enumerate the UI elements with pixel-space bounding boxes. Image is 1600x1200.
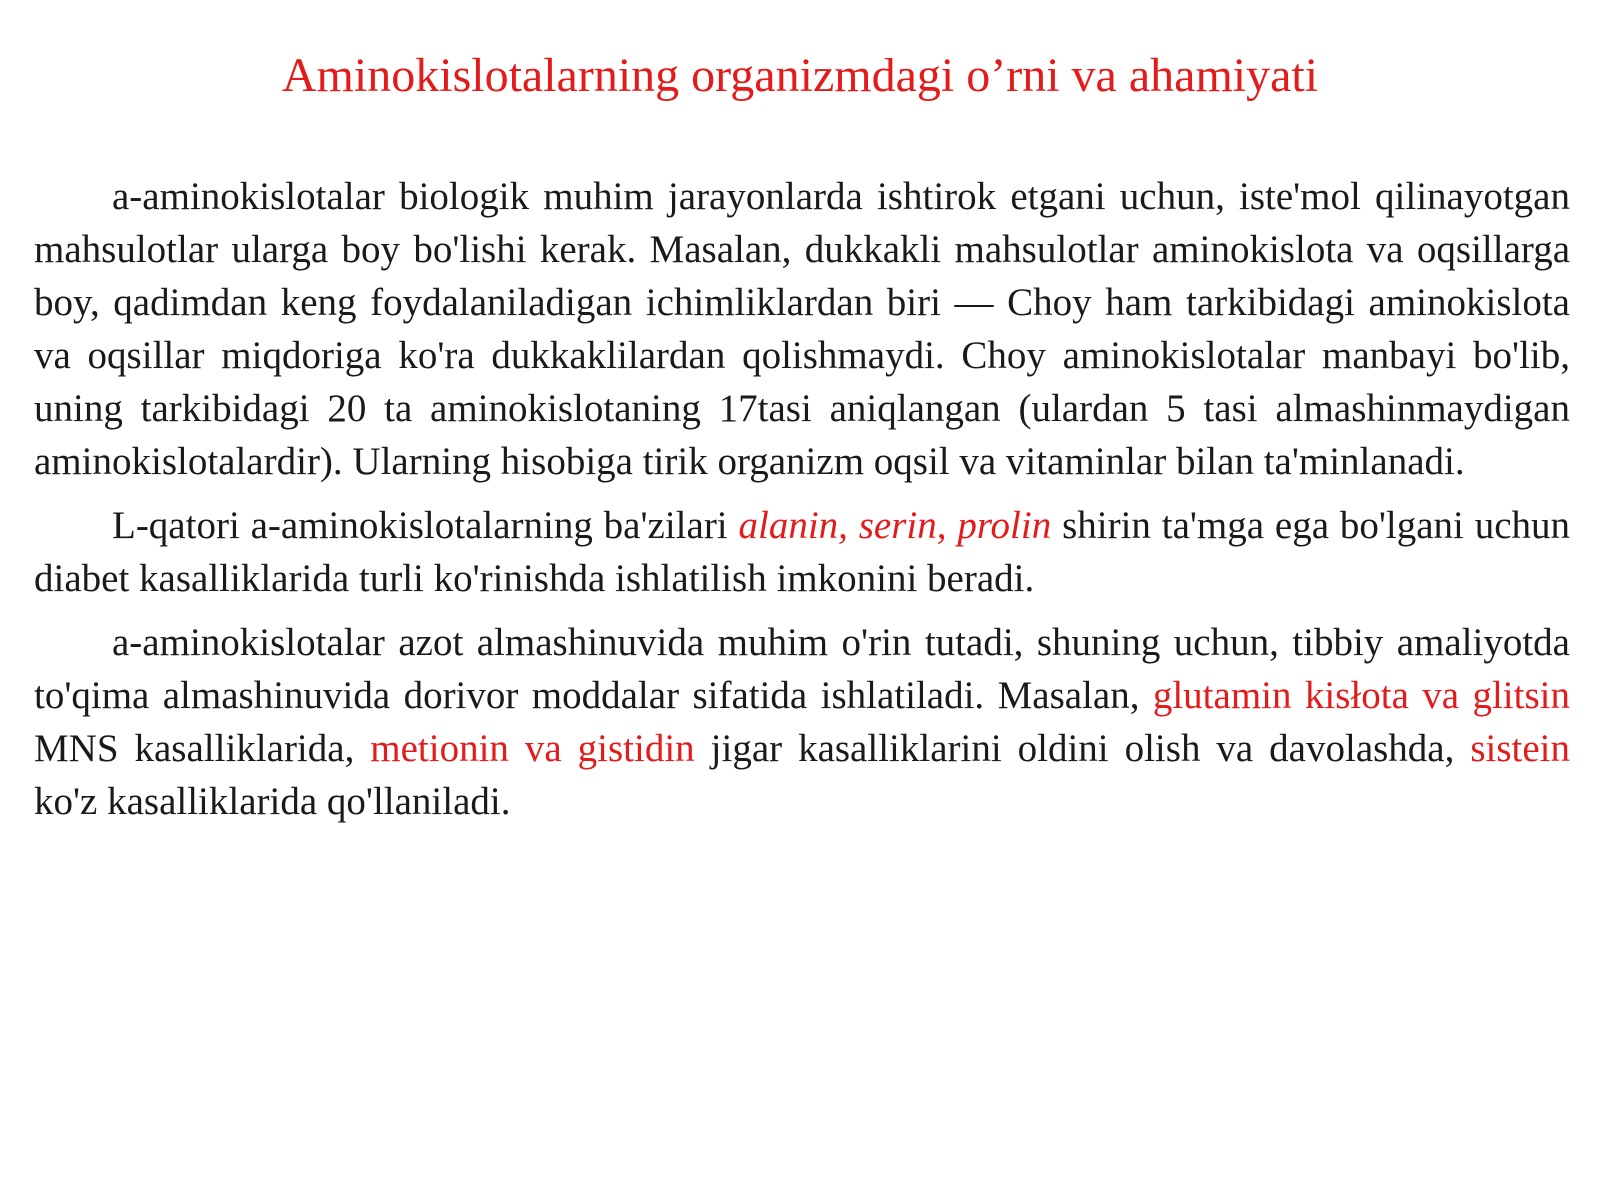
paragraph-text: shirin ta'mga ega bo'lgani uchun diabet kasalliklarida turli ko'rinishda ishlatilish imkonini beradi.: [34, 504, 1570, 600]
slide-body: [34, 170, 1570, 828]
highlighted-term: sistein: [1470, 727, 1570, 770]
highlighted-term: glutamin kisłota va glitsin: [1152, 674, 1570, 717]
paragraph-text: L-qatori a-aminokislotalarning ba'zilari: [112, 504, 739, 547]
paragraph-text: jigar kasalliklarini oldini olish va davolashda,: [694, 727, 1471, 770]
paragraph-text: MNS kasalliklarida,: [34, 727, 371, 770]
paragraph-1: [34, 170, 1570, 488]
paragraph-text: ko'z kasalliklarida qo'llaniladi.: [34, 780, 511, 823]
paragraph-2: [34, 499, 1570, 605]
highlighted-term: alanin, serin, prolin: [738, 504, 1052, 547]
slide-title: Aminokislotalarning organizmdagi o’rni va ahamiyati: [281, 49, 1319, 102]
paragraph-text: a-aminokislotalar azot almashinuvida muhim o'rin tutadi, shuning uchun, tibbiy amaliyotda to'qima almashinuvida dorivor moddalar sifatida ishlatiladi. Masalan,: [34, 621, 1570, 717]
paragraph-text: a-aminokislotalar biologik muhim jarayonlarda ishtirok etgani uchun, iste'mol qilinayotgan mahsulotlar ularga boy bo'lishi kerak. Masalan, dukkakli mahsulotlar aminokislota va oqsillarga boy, qadimdan keng foydalaniladigan ichimliklardan biri — Choy ham tarkibidagi aminokislota va oqsillar miqdoriga ko'ra dukkaklilardan qolishmaydi. Choy aminokislotalar manbayi bo'lib, uning tarkibidagi 20 ta aminokislotaning 17tasi aniqlangan (ulardan 5 tasi almashinmaydigan aminokislotalardir). Ularning hisobiga tirik organizm oqsil va vitaminlar bilan ta'minlanadi.: [34, 175, 1570, 483]
highlighted-term: metionin va gistidin: [370, 727, 695, 770]
paragraph-3: [34, 616, 1570, 828]
